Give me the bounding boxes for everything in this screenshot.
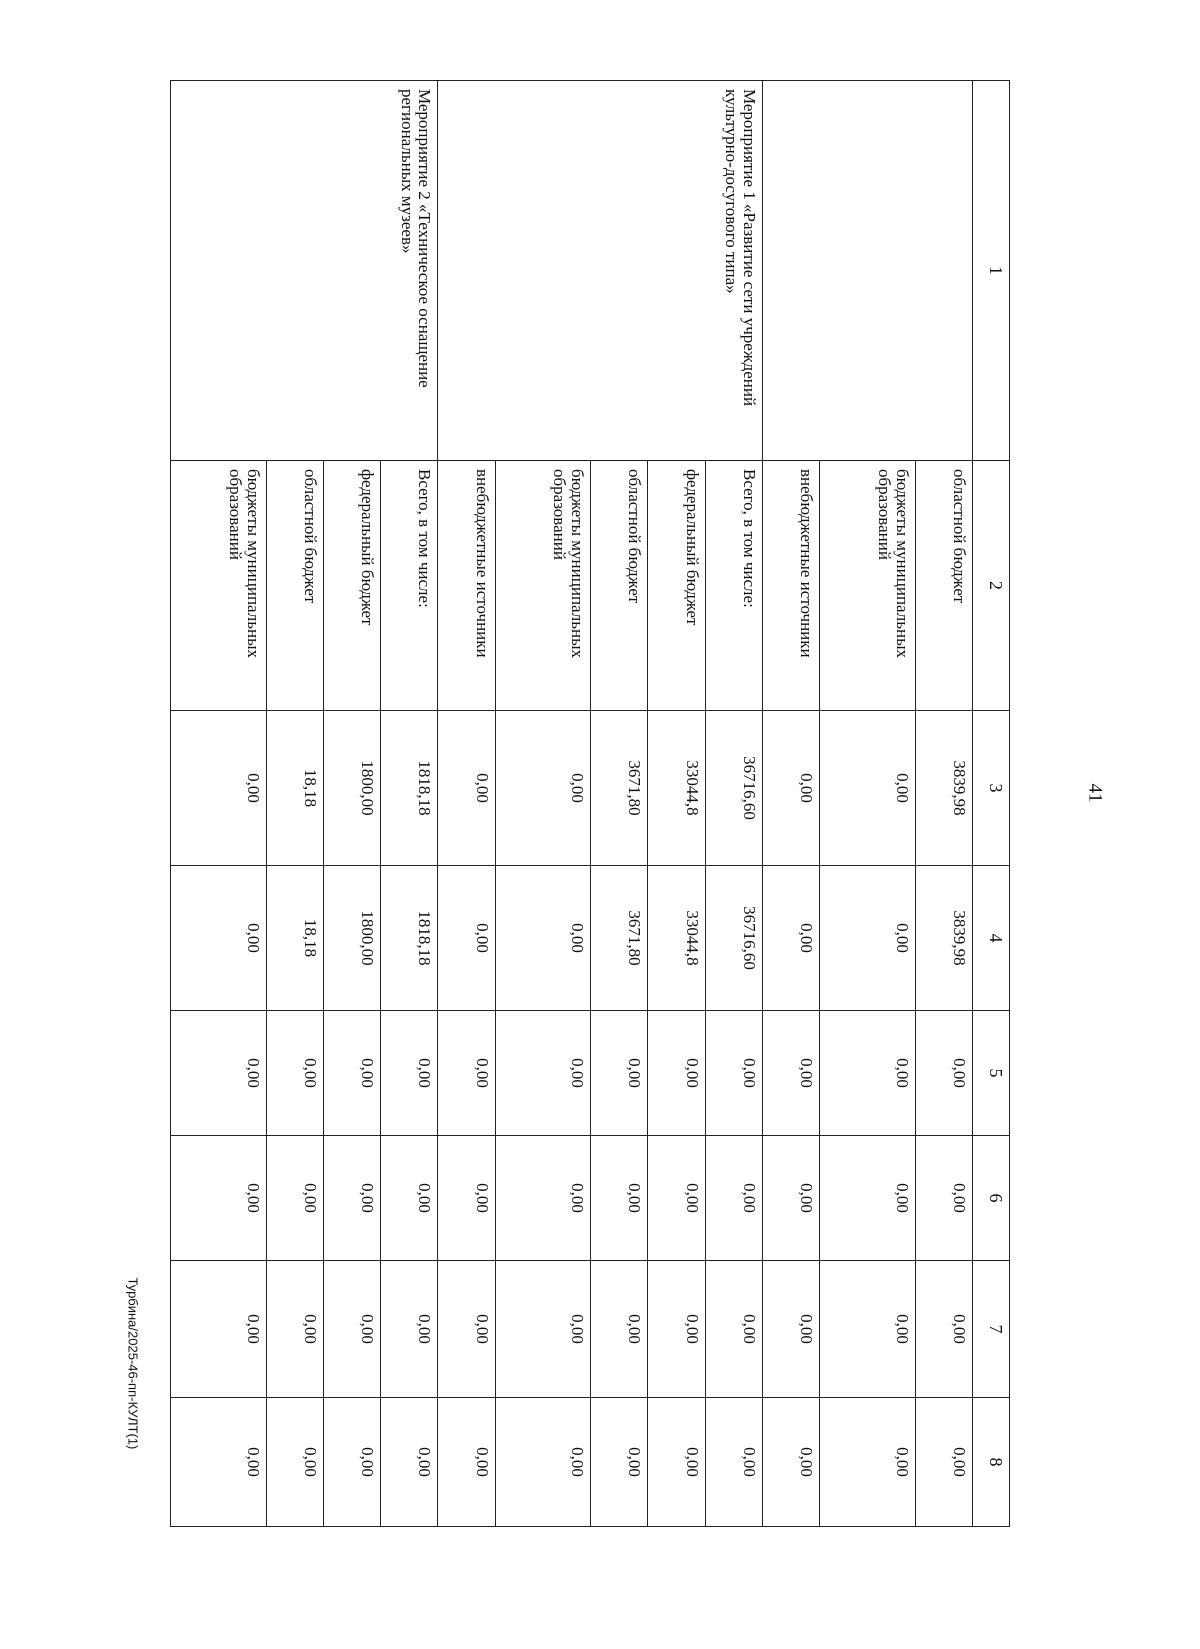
- value-cell: 18,18: [266, 711, 323, 866]
- funding-source-cell: бюджеты муниципальных образований: [820, 461, 915, 711]
- value-cell: 0,00: [266, 1398, 323, 1527]
- value-cell: 0,00: [171, 1261, 267, 1398]
- value-cell: 0,00: [323, 1261, 380, 1398]
- funding-source-cell: областной бюджет: [591, 461, 648, 711]
- value-cell: 0,00: [915, 1011, 972, 1136]
- funding-source-cell: федеральный бюджет: [648, 461, 705, 711]
- value-cell: 36716,60: [705, 711, 762, 866]
- value-cell: 0,00: [820, 1261, 915, 1398]
- header-cell: 5: [973, 1011, 1010, 1136]
- value-cell: 0,00: [820, 866, 915, 1011]
- value-cell: 0,00: [820, 1398, 915, 1527]
- value-cell: 3839,98: [915, 866, 972, 1011]
- value-cell: 0,00: [438, 1011, 495, 1136]
- value-cell: 0,00: [591, 1136, 648, 1261]
- value-cell: 0,00: [438, 866, 495, 1011]
- value-cell: 0,00: [648, 1398, 705, 1527]
- header-cell: 6: [973, 1136, 1010, 1261]
- funding-source-cell: внебюджетные источники: [438, 461, 495, 711]
- value-cell: 0,00: [438, 1136, 495, 1261]
- value-cell: 0,00: [763, 1011, 820, 1136]
- value-cell: 0,00: [438, 1398, 495, 1527]
- funding-source-cell: федеральный бюджет: [323, 461, 380, 711]
- header-cell: 7: [973, 1261, 1010, 1398]
- value-cell: 0,00: [763, 866, 820, 1011]
- value-cell: 33044,8: [648, 711, 705, 866]
- page-number: 41: [1084, 783, 1106, 803]
- value-cell: 0,00: [591, 1398, 648, 1527]
- header-cell: 1: [973, 81, 1010, 461]
- budget-table: [170, 80, 1010, 1527]
- funding-source-cell: бюджеты муниципальных образований: [171, 461, 267, 711]
- value-cell: 0,00: [648, 1011, 705, 1136]
- value-cell: 0,00: [266, 1261, 323, 1398]
- value-cell: 3671,80: [591, 711, 648, 866]
- value-cell: 0,00: [705, 1261, 762, 1398]
- event-name-cell: Мероприятие 2 «Техническое оснащение региональных музеев»: [171, 81, 438, 461]
- value-cell: 0,00: [171, 1011, 267, 1136]
- value-cell: 0,00: [323, 1398, 380, 1527]
- value-cell: 0,00: [705, 1011, 762, 1136]
- value-cell: 0,00: [171, 711, 267, 866]
- table-body: [171, 81, 1010, 1527]
- event-name-cell: Мероприятие 1 «Развитие сети учреждений культурно-досугового типа»: [438, 81, 763, 461]
- table-row: [915, 81, 972, 1527]
- value-cell: 0,00: [763, 1136, 820, 1261]
- funding-source-cell: Всего, в том числе:: [705, 461, 762, 711]
- value-cell: 0,00: [266, 1011, 323, 1136]
- value-cell: 36716,60: [705, 866, 762, 1011]
- value-cell: 0,00: [820, 1136, 915, 1261]
- value-cell: 0,00: [381, 1261, 438, 1398]
- header-cell: 4: [973, 866, 1010, 1011]
- funding-source-cell: внебюджетные источники: [763, 461, 820, 711]
- document-footer: Турбина/2025-46-пп-КУЛТ(1): [125, 1277, 141, 1450]
- value-cell: 0,00: [915, 1398, 972, 1527]
- value-cell: 0,00: [763, 711, 820, 866]
- value-cell: 0,00: [495, 866, 590, 1011]
- value-cell: 0,00: [171, 1398, 267, 1527]
- value-cell: 33044,8: [648, 866, 705, 1011]
- header-cell: 8: [973, 1398, 1010, 1527]
- value-cell: 0,00: [705, 1136, 762, 1261]
- event-name-cell: [763, 81, 973, 461]
- value-cell: 0,00: [381, 1398, 438, 1527]
- value-cell: 1818,18: [381, 866, 438, 1011]
- value-cell: 0,00: [171, 1136, 267, 1261]
- value-cell: 0,00: [438, 1261, 495, 1398]
- value-cell: 0,00: [915, 1261, 972, 1398]
- funding-source-cell: бюджеты муниципальных образований: [495, 461, 590, 711]
- rotated-table-container: [170, 80, 1010, 1526]
- value-cell: 0,00: [381, 1136, 438, 1261]
- value-cell: 0,00: [820, 1011, 915, 1136]
- value-cell: 0,00: [648, 1261, 705, 1398]
- value-cell: 0,00: [266, 1136, 323, 1261]
- table-row: [705, 81, 762, 1527]
- value-cell: 0,00: [438, 711, 495, 866]
- value-cell: 0,00: [915, 1136, 972, 1261]
- value-cell: 3671,80: [591, 866, 648, 1011]
- table-header-row: [973, 81, 1010, 1527]
- value-cell: 18,18: [266, 866, 323, 1011]
- value-cell: 0,00: [495, 1136, 590, 1261]
- value-cell: 0,00: [171, 866, 267, 1011]
- header-cell: 3: [973, 711, 1010, 866]
- value-cell: 0,00: [381, 1011, 438, 1136]
- value-cell: 0,00: [323, 1136, 380, 1261]
- funding-source-cell: Всего, в том числе:: [381, 461, 438, 711]
- funding-source-cell: областной бюджет: [915, 461, 972, 711]
- header-cell: 2: [973, 461, 1010, 711]
- value-cell: 3839,98: [915, 711, 972, 866]
- value-cell: 0,00: [763, 1398, 820, 1527]
- table-row: [381, 81, 438, 1527]
- value-cell: 1800,00: [323, 711, 380, 866]
- value-cell: 0,00: [820, 711, 915, 866]
- value-cell: 0,00: [763, 1261, 820, 1398]
- value-cell: 0,00: [495, 1261, 590, 1398]
- value-cell: 0,00: [495, 1011, 590, 1136]
- value-cell: 0,00: [323, 1011, 380, 1136]
- value-cell: 0,00: [591, 1261, 648, 1398]
- value-cell: 1818,18: [381, 711, 438, 866]
- value-cell: 0,00: [495, 1398, 590, 1527]
- funding-source-cell: областной бюджет: [266, 461, 323, 711]
- value-cell: 0,00: [648, 1136, 705, 1261]
- value-cell: 0,00: [591, 1011, 648, 1136]
- value-cell: 0,00: [705, 1398, 762, 1527]
- value-cell: 1800,00: [323, 866, 380, 1011]
- value-cell: 0,00: [495, 711, 590, 866]
